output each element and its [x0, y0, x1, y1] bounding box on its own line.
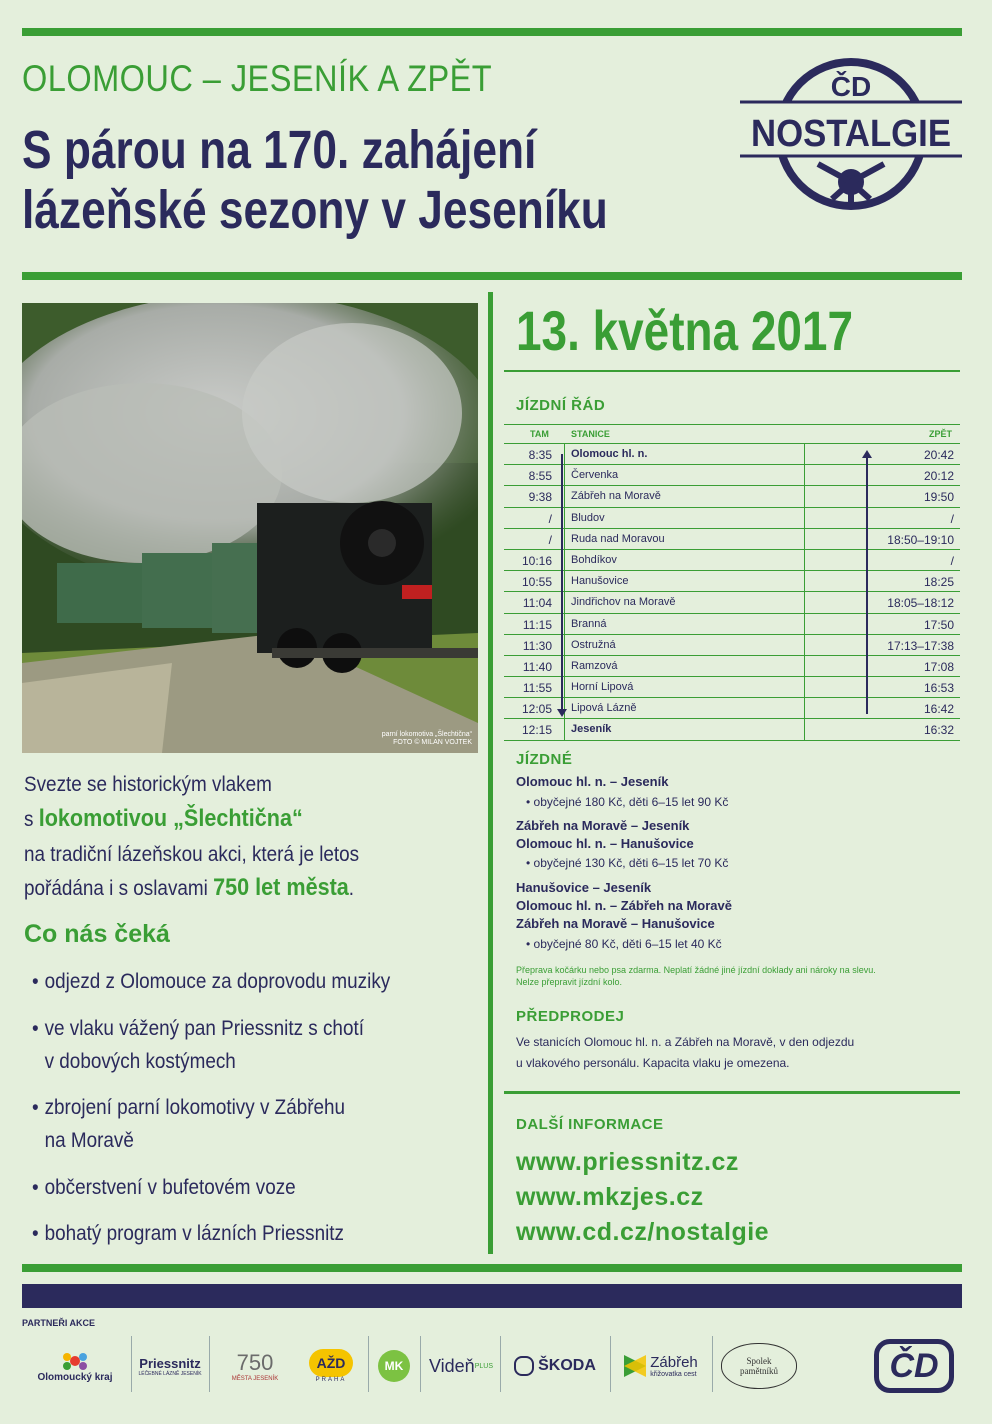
timetable-row: [504, 465, 960, 486]
return-time: 16:32: [923, 723, 954, 738]
return-time: /: [950, 553, 954, 568]
return-time: 20:12: [923, 469, 954, 484]
return-time: 17:50: [923, 617, 954, 632]
timetable-row: [504, 635, 960, 656]
outbound-arrowhead: [557, 709, 567, 717]
return-time: /: [950, 511, 954, 526]
departure-time: /: [548, 511, 552, 526]
photo-caption-1: parní lokomotiva „Šlechtična“: [381, 731, 472, 738]
jesenik-750-number: 750: [236, 1350, 274, 1375]
timetable-row: [504, 444, 960, 465]
departure-time: 11:40: [522, 659, 552, 674]
col-tam: TAM: [530, 429, 549, 439]
cd-logo: [866, 1340, 962, 1392]
column-divider: [488, 292, 493, 1254]
event-date: 13. května 2017: [516, 299, 854, 362]
departure-time: 8:55: [528, 469, 552, 484]
azd-text: AŽD: [309, 1349, 354, 1377]
column-separator: [804, 677, 805, 697]
priessnitz-logo: [134, 1340, 206, 1392]
column-separator: [564, 614, 565, 634]
departure-time: 12:05: [521, 702, 552, 717]
steam-locomotive-photo: [22, 303, 478, 753]
return-time: 17:13–17:38: [887, 638, 954, 653]
station-name: Olomouc hl. n.: [571, 448, 648, 460]
program-item-text: občerstvení v bufetovém voze: [44, 1176, 296, 1199]
column-separator: [564, 677, 565, 697]
azd-praha-logo: [300, 1340, 362, 1392]
title-line-1: S párou na 170. zahájení: [22, 120, 537, 180]
spolek-text-2: pamětníků: [740, 1366, 778, 1376]
station-name: Hanušovice: [571, 575, 629, 588]
program-item: • občerstvení v bufetovém voze: [32, 1176, 296, 1199]
station-name: Ruda nad Moravou: [571, 532, 665, 545]
fare-note: [516, 964, 956, 988]
timetable-row: [504, 614, 960, 635]
timetable: [504, 424, 960, 741]
departure-time: 10:16: [521, 553, 552, 568]
column-separator: [804, 614, 805, 634]
viden-text: Videň: [428, 1355, 475, 1376]
zabreh-text: Zábřeh: [650, 1354, 698, 1371]
return-time: 18:05–18:12: [887, 596, 954, 611]
station-name: Zábřeh na Moravě: [571, 490, 661, 503]
partner-separator: [610, 1336, 611, 1392]
return-time: 17:08: [923, 659, 954, 674]
viden-plus-text: PLUS: [474, 1362, 493, 1370]
column-separator: [564, 656, 565, 676]
column-separator: [804, 444, 805, 464]
footer-rule: [22, 1264, 962, 1272]
departure-time: 8:35: [528, 448, 552, 462]
column-separator: [804, 529, 805, 549]
timetable-header-row: [504, 424, 960, 444]
intro-line-1: Svezte se historickým vlakem: [24, 773, 272, 796]
intro-line-4-prefix: pořádána i s oslavami: [24, 877, 214, 900]
cd-logo-text: ČD: [874, 1339, 953, 1393]
program-item: • zbrojení parní lokomotivy v Zábřehu: [32, 1096, 346, 1119]
timetable-heading: JÍZDNÍ ŘÁD: [516, 397, 606, 414]
station-name: Branná: [571, 617, 607, 630]
logo-cd-text: ČD: [830, 71, 872, 102]
fare-route: Olomouc hl. n. – Hanušovice: [516, 836, 694, 851]
station-name: Horní Lipová: [571, 681, 634, 694]
spolek-text: Spolek: [746, 1356, 772, 1366]
column-separator: [564, 592, 565, 612]
return-time: 19:50: [923, 490, 954, 505]
program-item: • bohatý program v lázních Priessnitz: [32, 1222, 344, 1245]
departure-time: 11:04: [522, 596, 552, 611]
fare-route: Olomouc hl. n. – Jeseník: [516, 774, 669, 789]
partner-separator: [420, 1336, 421, 1392]
partner-separator: [368, 1336, 369, 1392]
column-separator: [564, 529, 565, 549]
cd-nostalgie-logo: [740, 54, 962, 214]
column-separator: [804, 698, 805, 718]
mk-text: MK: [378, 1350, 410, 1382]
return-arrow: [866, 456, 868, 714]
fare-price: • obyčejné 130 Kč, děti 6–15 let 70 Kč: [526, 856, 729, 870]
column-separator: [564, 465, 565, 485]
program-item-continuation: [32, 1045, 236, 1079]
station-name: Lipová Lázně: [571, 702, 637, 715]
return-arrowhead: [862, 450, 872, 458]
timetable-row: [504, 529, 960, 550]
fare-note-line-2: Nelze přepravit jízdní kolo.: [516, 977, 623, 987]
departure-time: 12:15: [521, 723, 552, 738]
fare-price: • obyčejné 80 Kč, děti 6–15 let 40 Kč: [526, 937, 722, 951]
column-separator: [564, 719, 565, 739]
intro-line-2-prefix: s: [24, 808, 39, 831]
flower-icon: [55, 1350, 95, 1372]
fare-route: Zábřeh na Moravě – Hanušovice: [516, 916, 715, 931]
presale-text: [516, 1032, 854, 1074]
fare-route: Hanušovice – Jeseník: [516, 880, 652, 895]
departure-time: 11:15: [522, 617, 552, 632]
column-separator: [804, 465, 805, 485]
program-item: • odjezd z Olomouce za doprovodu muziky: [32, 970, 391, 993]
photo-caption-2: FOTO © MILAN VOJTEK: [393, 739, 472, 746]
return-time: 16:53: [923, 681, 954, 696]
zabreh-icon: [624, 1355, 646, 1377]
timetable-row: [504, 571, 960, 592]
partner-separator: [712, 1336, 713, 1392]
intro-line-4: [24, 874, 354, 902]
skoda-text: ŠKODA: [538, 1357, 596, 1374]
station-name: Ramzová: [571, 659, 618, 672]
logo-nostalgie-text: NOSTALGIE: [751, 113, 951, 155]
return-time: 18:50–19:10: [887, 532, 954, 547]
priessnitz-subtext: LÉČEBNÉ LÁZNĚ JESENÍK: [138, 1370, 202, 1377]
fare-route: Zábřeh na Moravě – Jeseník: [516, 818, 690, 833]
timetable-row: [504, 698, 960, 719]
departure-time: 11:55: [522, 681, 552, 696]
program-item-text: zbrojení parní lokomotivy v Zábřehu: [44, 1096, 346, 1119]
column-separator: [564, 571, 565, 591]
jesenik-750-label: MĚSTA JESENÍK: [231, 1376, 279, 1382]
intro-locomotive-highlight: lokomotivou „Šlechtična“: [38, 805, 303, 832]
presale-rule: [504, 1091, 960, 1094]
link-cd-nostalgie[interactable]: www.cd.cz/nostalgie: [516, 1218, 770, 1246]
station-name: Jindřichov na Moravě: [571, 596, 676, 609]
jesenik-750-logo: [214, 1340, 296, 1392]
column-separator: [804, 592, 805, 612]
program-item-text: ve vlaku vážený pan Priessnitz s chotí: [44, 1017, 364, 1040]
skoda-icon: [514, 1356, 534, 1376]
column-separator: [804, 550, 805, 570]
program-item-continuation: [32, 1124, 134, 1158]
presale-line-1: Ve stanicích Olomouc hl. n. a Zábřeh na Moravě, v den odjezdu: [516, 1035, 855, 1049]
program-heading: Co nás čeká: [24, 920, 170, 948]
column-separator: [564, 486, 565, 506]
timetable-body: [504, 444, 960, 741]
timetable-row: [504, 508, 960, 529]
program-item-text: na Moravě: [44, 1129, 134, 1152]
header-rule: [22, 272, 962, 280]
skoda-logo: [505, 1340, 605, 1392]
column-separator: [804, 571, 805, 591]
departure-time: 9:38: [528, 490, 552, 505]
timetable-row: [504, 550, 960, 571]
column-separator: [804, 508, 805, 528]
station-name: Bohdíkov: [571, 553, 617, 566]
outbound-arrow: [561, 454, 563, 712]
column-separator: [564, 508, 565, 528]
intro-line-4-suffix: .: [348, 877, 355, 900]
footer-navy-bar: [22, 1284, 962, 1308]
partner-separator: [500, 1336, 501, 1392]
column-separator: [804, 719, 805, 739]
program-item-text: bohatý program v lázních Priessnitz: [44, 1222, 344, 1245]
link-priessnitz[interactable]: www.priessnitz.cz: [516, 1148, 739, 1176]
date-rule: [504, 370, 960, 372]
viden-plus-logo: [426, 1340, 496, 1392]
more-info-heading: DALŠÍ INFORMACE: [516, 1116, 664, 1133]
return-time: 16:42: [923, 702, 954, 717]
title-line-2: lázeňské sezony v Jeseníku: [22, 180, 608, 240]
link-mkzjes[interactable]: www.mkzjes.cz: [516, 1183, 704, 1211]
spolek-pametniku-logo: [718, 1340, 800, 1392]
station-name: Ostružná: [571, 638, 616, 651]
departure-time: 11:30: [522, 638, 552, 653]
return-time: 20:42: [923, 448, 954, 462]
presale-line-2: u vlakového personálu. Kapacita vlaku je omezena.: [516, 1056, 790, 1070]
station-name: Jeseník: [571, 723, 612, 736]
route-heading: OLOMOUC – JESENÍK A ZPĚT: [22, 58, 493, 99]
fare-note-line-1: Přeprava kočárku nebo psa zdarma. Neplatí žádné jiné jízdní doklady ani nároky na slevu.: [516, 965, 876, 975]
column-separator: [564, 550, 565, 570]
intro-anniversary-highlight: 750 let města: [213, 874, 349, 901]
timetable-row: [504, 677, 960, 698]
azd-subtext: PRAHA: [315, 1377, 347, 1383]
program-item: • ve vlaku vážený pan Priessnitz s chotí: [32, 1017, 364, 1040]
top-rule: [22, 28, 962, 36]
fare-price: • obyčejné 180 Kč, děti 6–15 let 90 Kč: [526, 795, 729, 809]
timetable-row: [504, 656, 960, 677]
olomoucky-kraj-text: Olomoucký kraj: [37, 1371, 113, 1383]
zabreh-logo: [615, 1340, 707, 1392]
intro-line-2: [24, 805, 303, 833]
olomoucky-kraj-logo: [22, 1340, 128, 1392]
column-separator: [804, 486, 805, 506]
photo-credit: [382, 731, 472, 747]
return-time: 18:25: [923, 575, 954, 590]
priessnitz-text: Priessnitz: [139, 1355, 201, 1371]
departure-time: 10:55: [521, 575, 552, 590]
column-separator: [804, 656, 805, 676]
presale-heading: PŘEDPRODEJ: [516, 1008, 625, 1025]
col-stanice: STANICE: [571, 429, 610, 439]
fare-route: Olomouc hl. n. – Zábřeh na Moravě: [516, 898, 732, 913]
page-title: [22, 120, 608, 240]
column-separator: [564, 635, 565, 655]
column-separator: [804, 635, 805, 655]
timetable-row: [504, 592, 960, 613]
timetable-row: [504, 486, 960, 507]
partner-separator: [131, 1336, 132, 1392]
mk-logo: [374, 1340, 414, 1392]
column-separator: [564, 444, 565, 464]
fares-heading: JÍZDNÉ: [516, 751, 573, 768]
departure-time: /: [548, 532, 552, 547]
col-zpet: ZPĚT: [928, 429, 952, 439]
timetable-row: [504, 719, 960, 740]
station-name: Červenka: [571, 469, 619, 482]
station-name: Bludov: [571, 511, 605, 524]
partner-separator: [209, 1336, 210, 1392]
zabreh-subtext: křižovatka cest: [650, 1371, 697, 1378]
program-item-text: v dobových kostýmech: [44, 1050, 236, 1073]
program-item-text: odjezd z Olomouce za doprovodu muziky: [44, 970, 391, 993]
intro-line-3: na tradiční lázeňskou akci, která je letos: [24, 843, 360, 866]
partners-label: PARTNEŘI AKCE: [22, 1318, 96, 1328]
